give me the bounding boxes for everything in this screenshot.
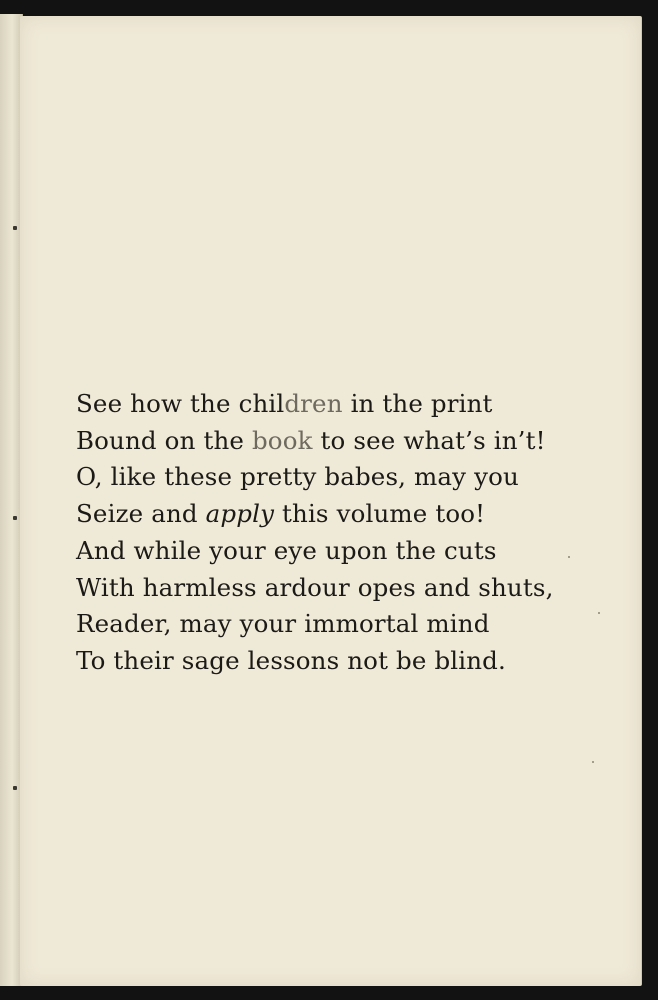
book-page (20, 16, 641, 986)
binding-stitch-mark (13, 226, 17, 230)
faded-text: dren (284, 389, 343, 418)
poem-line: See how the children in the print (76, 389, 493, 418)
paper-speck (592, 761, 594, 763)
poem-line: Seize and apply this volume too! (76, 499, 486, 529)
poem-line: And while your eye upon the cuts (76, 535, 497, 565)
faded-text: book (251, 425, 313, 455)
binding-stitch-mark (13, 516, 17, 520)
poem-line: To their sage lessons not be blind. (76, 645, 506, 675)
poem-line: With harmless ardour opes and shuts, (76, 572, 554, 602)
paper-speck (568, 556, 570, 558)
poem-stanza (76, 386, 554, 680)
paper-speck (598, 612, 600, 614)
binding-stitch-mark (13, 786, 17, 790)
poem-line: Bound on the book to see what’s in’t! (76, 425, 546, 455)
poem-line: Reader, may your immortal mind (76, 609, 490, 639)
poem-line: O, like these pretty babes, may you (76, 462, 519, 492)
italic-emphasis: apply (205, 499, 275, 529)
